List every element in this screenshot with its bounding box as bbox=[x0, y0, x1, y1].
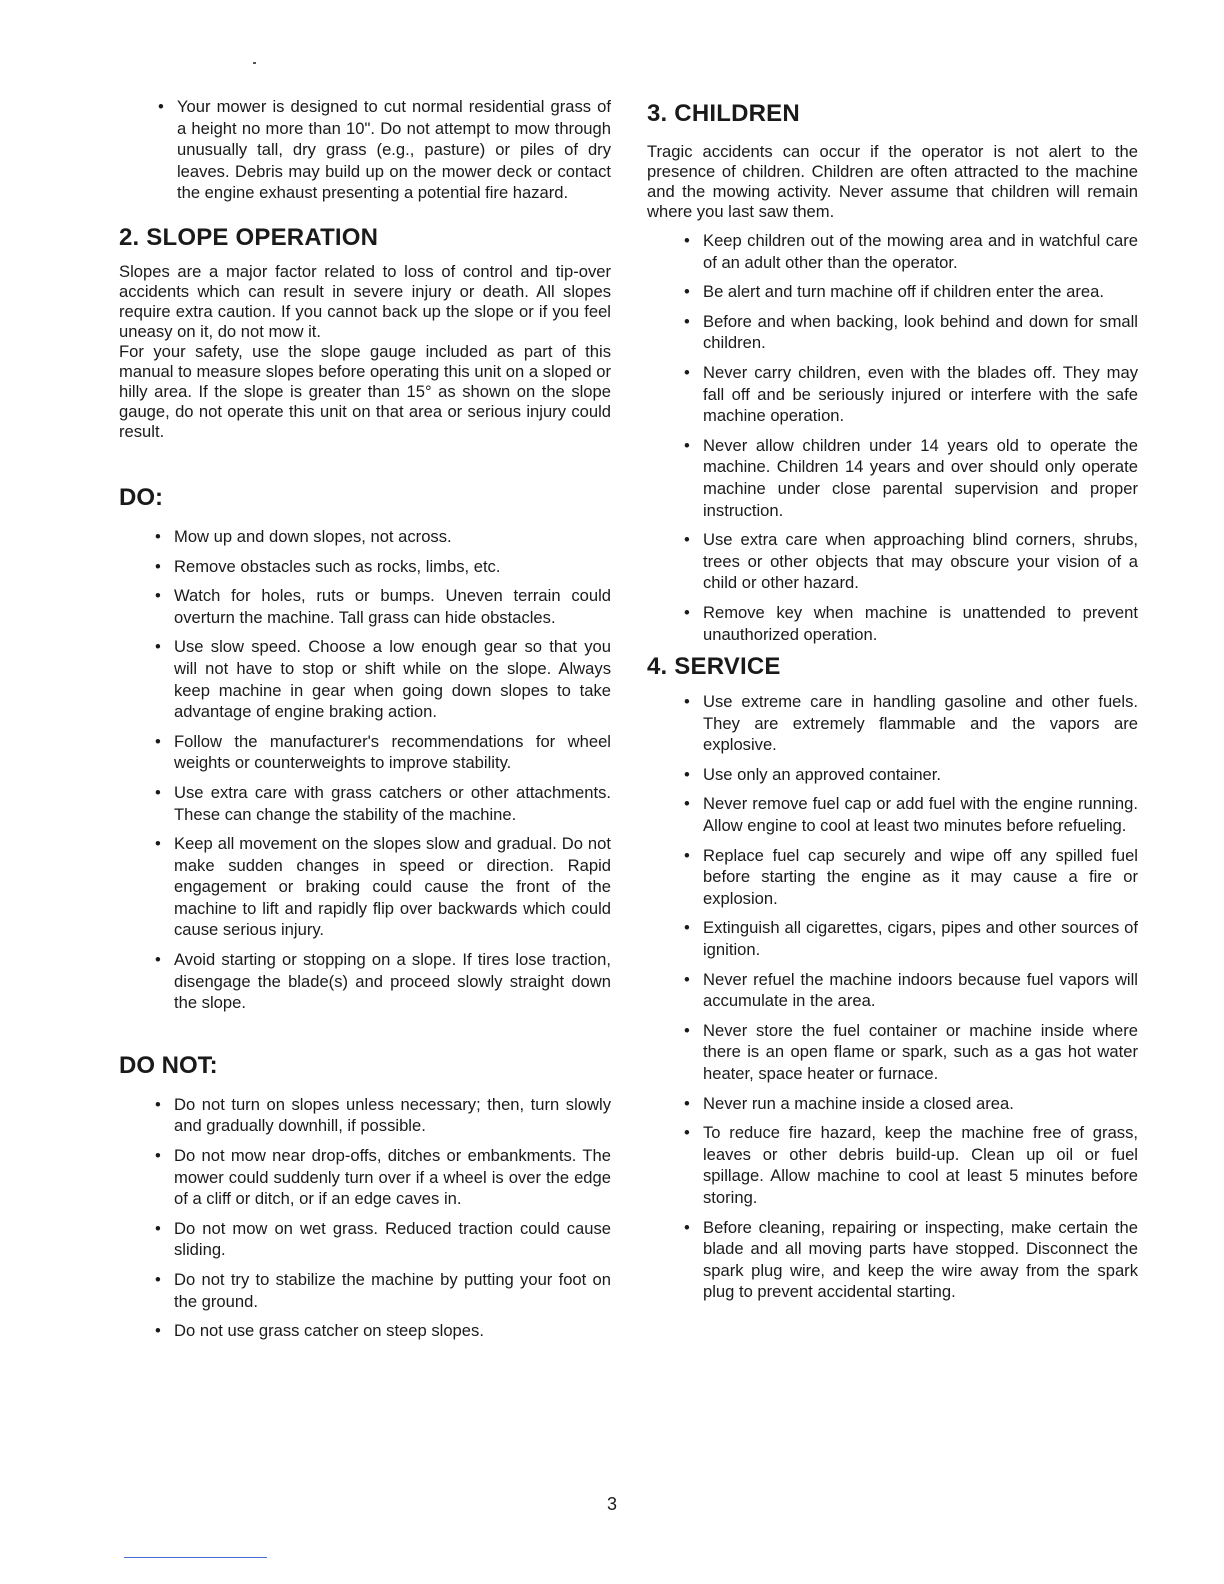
service-heading: 4. SERVICE bbox=[647, 653, 781, 681]
list-item: • Replace fuel cap securely and wipe off any spilled fuel before starting the engine as it may cause a fire or explosion. bbox=[703, 845, 1138, 910]
children-heading: 3. CHILDREN bbox=[647, 100, 800, 127]
scan-speck bbox=[253, 62, 256, 64]
right-column bbox=[647, 100, 1138, 1311]
list-item: • Before cleaning, repairing or inspecting, make certain the blade and all moving parts have stopped. Disconnect the spark plug wire, and keep the wire away from the spark plug to prevent accidental starting. bbox=[703, 1217, 1138, 1303]
slope-paragraph-1: Slopes are a major factor related to loss of control and tip-over accidents which can result in severe injury or death. All slopes require extra caution. If you cannot back up the slope or if you feel uneasy on it, do not mow it. bbox=[119, 261, 611, 341]
list-item: • Keep children out of the mowing area and in watchful care of an adult other than the operator. bbox=[703, 230, 1138, 273]
list-item: • Never remove fuel cap or add fuel with the engine running. Allow engine to cool at least two minutes before refueling. bbox=[703, 793, 1138, 836]
list-item: • Use extreme care in handling gasoline and other fuels. They are extremely flammable and the vapors are explosive. bbox=[703, 691, 1138, 756]
list-item: • Do not try to stabilize the machine by putting your foot on the ground. bbox=[174, 1269, 611, 1312]
list-item: • Never allow children under 14 years old to operate the machine. Children 14 years and over should only operate machine under close parental supervision and proper instruction. bbox=[703, 435, 1138, 521]
do-not-list bbox=[174, 1094, 611, 1342]
list-item: • Never run a machine inside a closed area. bbox=[703, 1093, 1138, 1115]
intro-list bbox=[119, 96, 611, 204]
list-item: • Remove obstacles such as rocks, limbs, etc. bbox=[174, 556, 611, 578]
list-item: • Extinguish all cigarettes, cigars, pipes and other sources of ignition. bbox=[703, 917, 1138, 960]
list-item: • Avoid starting or stopping on a slope. If tires lose traction, disengage the blade(s) and proceed slowly straight down the slope. bbox=[174, 949, 611, 1014]
slope-operation-heading: 2. SLOPE OPERATION bbox=[119, 223, 379, 251]
list-item: • Remove key when machine is unattended to prevent unauthorized operation. bbox=[703, 602, 1138, 645]
footer-rule bbox=[124, 1557, 267, 1558]
list-item: • To reduce fire hazard, keep the machine free of grass, leaves or other debris build-up. Clean up oil or fuel spillage. Allow machine to cool at least 5 minutes before storing. bbox=[703, 1122, 1138, 1208]
list-item: • Watch for holes, ruts or bumps. Uneven terrain could overturn the machine. Tall grass can hide obstacles. bbox=[174, 585, 611, 628]
left-column bbox=[119, 96, 611, 1350]
do-list bbox=[174, 526, 611, 1014]
list-item: • Use slow speed. Choose a low enough gear so that you will not have to stop or shift while on the slope. Always keep machine in gear when going down slopes to take advantage of engine braking action. bbox=[174, 636, 611, 722]
list-item: • Your mower is designed to cut normal residential grass of a height no more than 10". Do not attempt to mow through unusually tall, dry grass (e.g., pasture) or piles of dry leaves. Debris may build up on the mower deck or contact the engine exhaust presenting a potential fire hazard. bbox=[177, 96, 611, 204]
list-item: • Never refuel the machine indoors because fuel vapors will accumulate in the area. bbox=[703, 969, 1138, 1012]
service-list bbox=[703, 691, 1138, 1303]
list-item: • Never carry children, even with the blades off. They may fall off and be seriously injured or interfere with the safe machine operation. bbox=[703, 362, 1138, 427]
list-item: • Before and when backing, look behind and down for small children. bbox=[703, 311, 1138, 354]
list-item: • Do not use grass catcher on steep slopes. bbox=[174, 1320, 611, 1342]
list-item: • Mow up and down slopes, not across. bbox=[174, 526, 611, 548]
list-item: • Be alert and turn machine off if children enter the area. bbox=[703, 281, 1138, 303]
do-not-heading: DO NOT: bbox=[119, 1051, 218, 1079]
list-item: • Follow the manufacturer's recommendations for wheel weights or counterweights to improve stability. bbox=[174, 731, 611, 774]
list-item: • Do not turn on slopes unless necessary; then, turn slowly and gradually downhill, if possible. bbox=[174, 1094, 611, 1137]
children-paragraph: Tragic accidents can occur if the operator is not alert to the presence of children. Children are often attracted to the machine and the mowing activity. Never assume that children will remain where you last saw them. bbox=[647, 142, 1138, 221]
do-heading: DO: bbox=[119, 483, 163, 511]
list-item: • Never store the fuel container or machine inside where there is an open flame or spark, such as a gas hot water heater, space heater or furnace. bbox=[703, 1020, 1138, 1085]
page-number: 3 bbox=[606, 1494, 617, 1514]
list-item: • Use extra care with grass catchers or other attachments. These can change the stability of the machine. bbox=[174, 782, 611, 825]
list-item: • Do not mow on wet grass. Reduced traction could cause sliding. bbox=[174, 1218, 611, 1261]
list-item: • Use only an approved container. bbox=[703, 764, 1138, 786]
children-list bbox=[703, 230, 1138, 645]
slope-paragraph-2: For your safety, use the slope gauge included as part of this manual to measure slopes before operating this unit on a sloped or hilly area. If the slope is greater than 15° as shown on the slope gauge, do not operate this unit on that area or serious injury could result. bbox=[119, 341, 611, 441]
list-item: • Do not mow near drop-offs, ditches or embankments. The mower could suddenly turn over if a wheel is over the edge of a cliff or ditch, or if an edge caves in. bbox=[174, 1145, 611, 1210]
list-item: • Use extra care when approaching blind corners, shrubs, trees or other objects that may obscure your vision of a child or other hazard. bbox=[703, 529, 1138, 594]
list-item: • Keep all movement on the slopes slow and gradual. Do not make sudden changes in speed or direction. Rapid engagement or braking could cause the front of the machine to lift and rapidly flip over backwards which could cause serious injury. bbox=[174, 833, 611, 941]
